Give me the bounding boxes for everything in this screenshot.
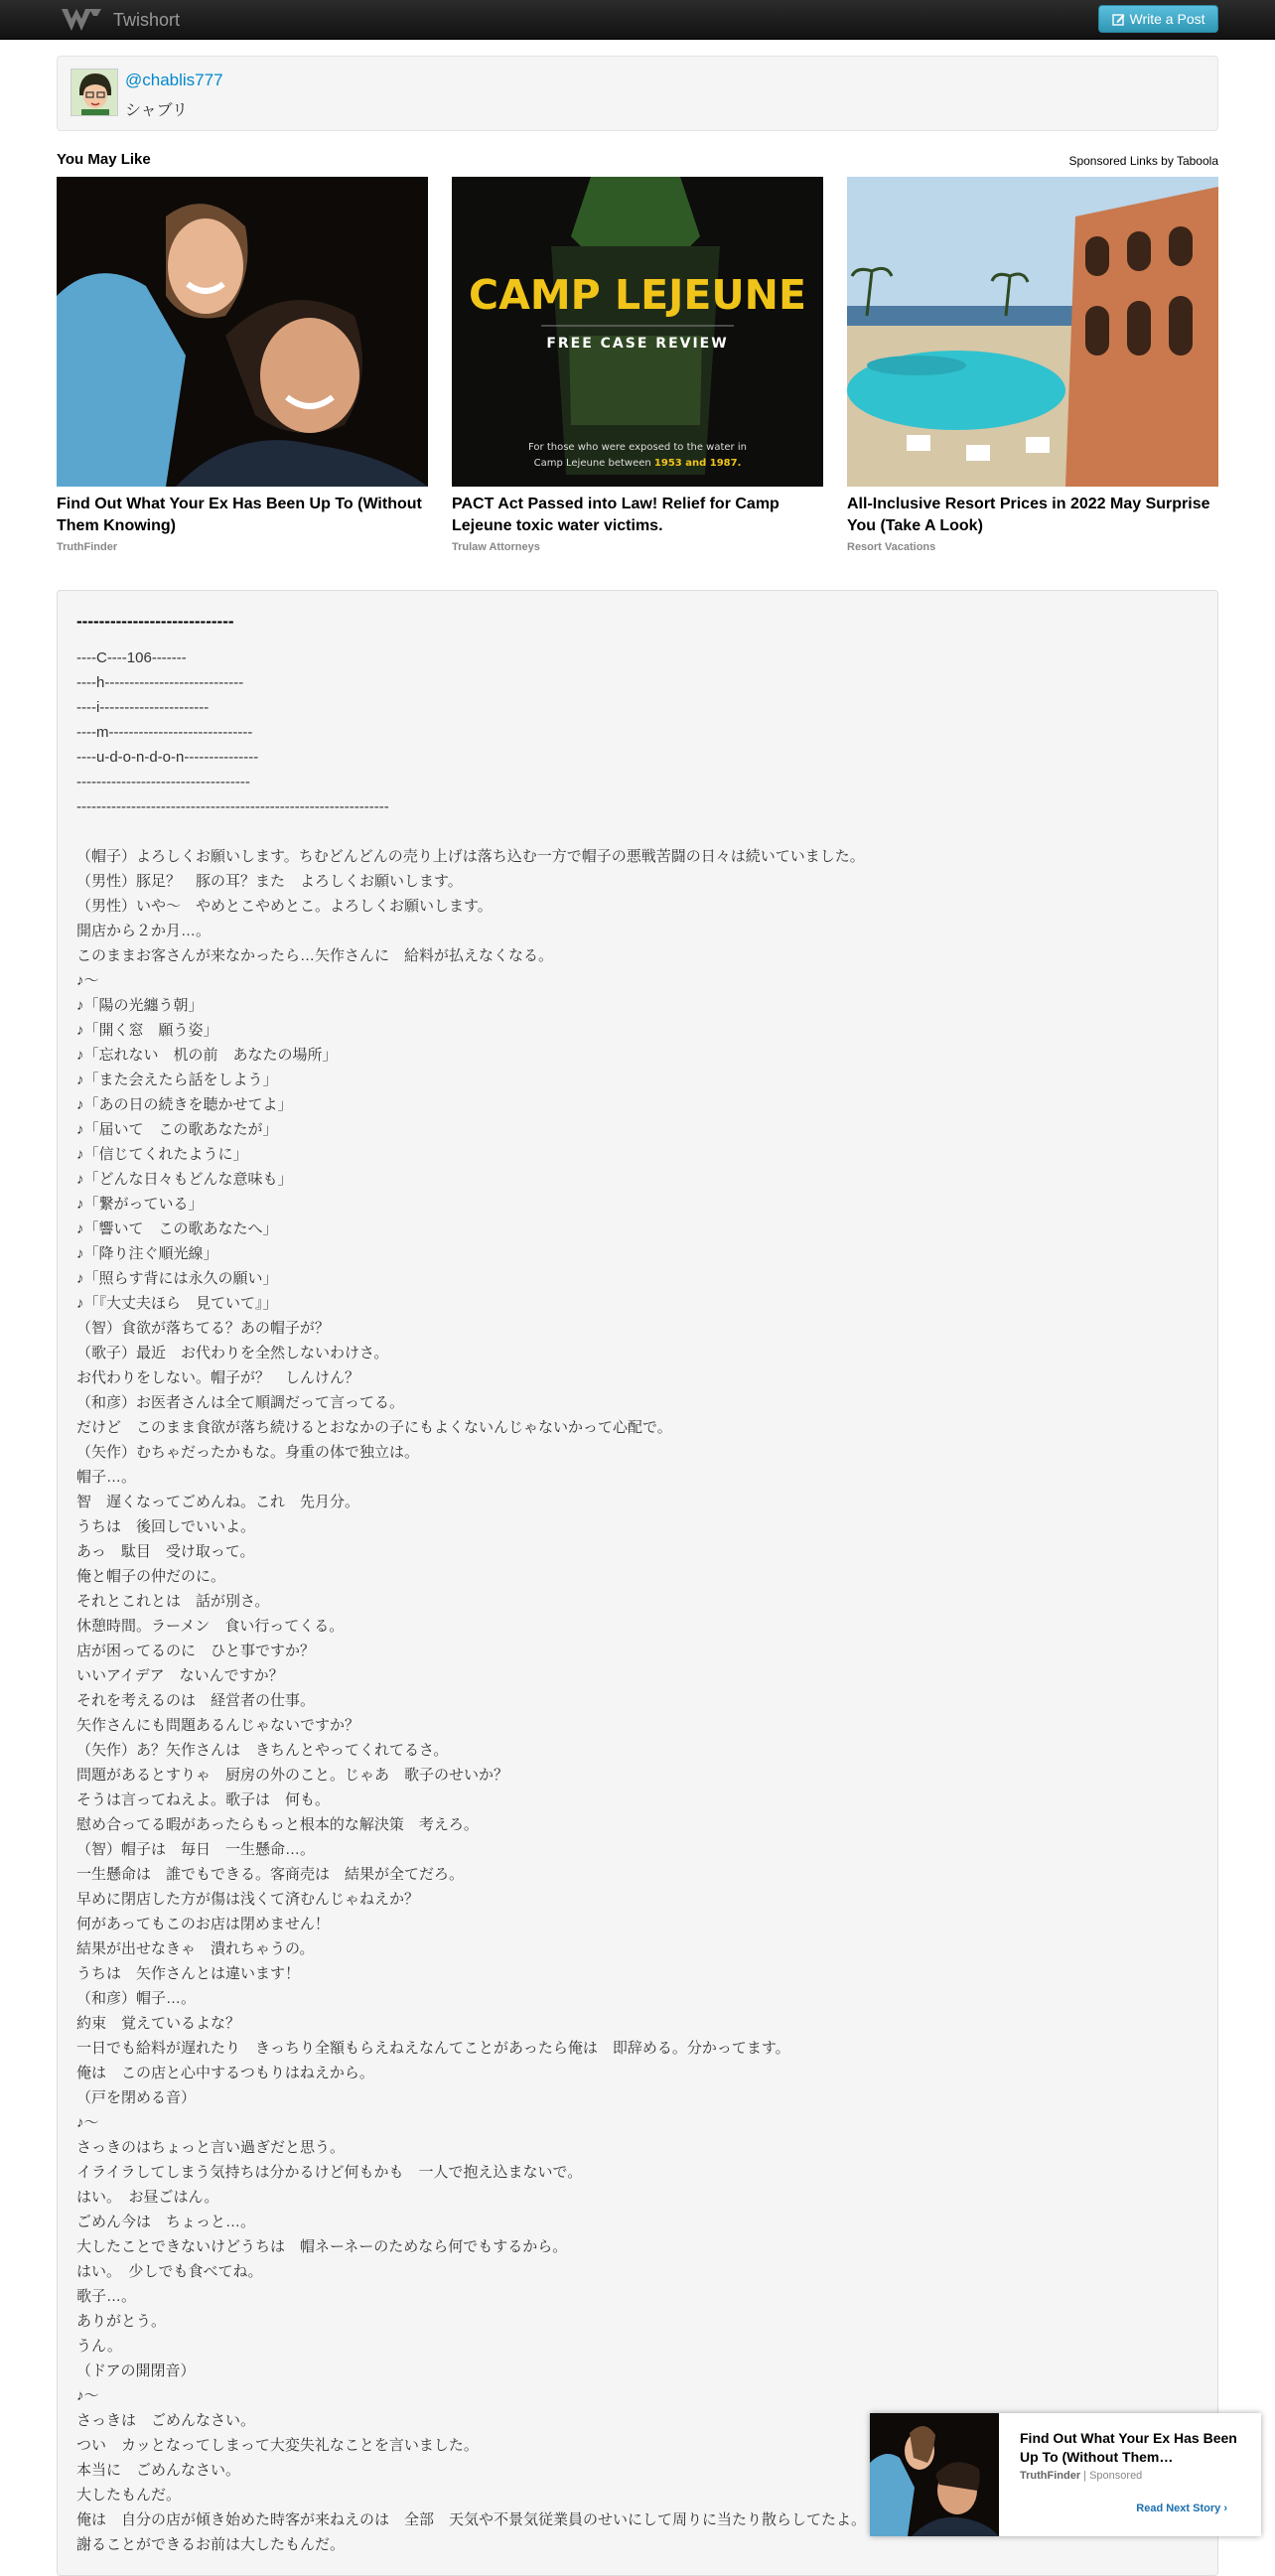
post-line: （戸を閉める音）	[76, 2089, 197, 2106]
post-line: 歌子…。	[76, 2288, 137, 2305]
post-line: ♪「照らす背には永久の願い」	[76, 1270, 278, 1287]
post-line: 店が困ってるのに ひと事ですか？	[76, 1643, 316, 1659]
post-line: （男性）豚足？ 豚の耳？また よろしくお願いします。	[76, 873, 463, 890]
ad-source: Resort Vacations	[847, 541, 936, 553]
ad-image-resort[interactable]	[847, 177, 1218, 487]
post-line: （歌子）最近 お代わりを全然しないわけさ。	[76, 1345, 389, 1361]
ad-title[interactable]: All-Inclusive Resort Prices in 2022 May Surprise You (Take A Look)	[847, 496, 1210, 534]
post-line: ----C----106-------	[76, 649, 187, 666]
ad-card[interactable]	[57, 177, 428, 553]
ad-title[interactable]: Find Out What Your Ex Has Been Up To (Without Them Knowing)	[57, 496, 422, 534]
post-line: ----u-d-o-n-d-o-n---------------	[76, 749, 259, 766]
post-line: ♪「信じてくれたように」	[76, 1146, 248, 1163]
post-line: 本当に ごめんなさい。	[76, 2462, 241, 2479]
post-line: 俺と帽子の仲だのに。	[76, 1568, 226, 1585]
post-line: 一日でも給料が遅れたり きっちり全額もらえねえなんてことがあったら俺は 即辞める。分かってます。	[76, 2040, 790, 2057]
post-line: ♪「忘れない 机の前 あなたの場所」	[76, 1047, 338, 1064]
post-line: 大したもんだ。	[76, 2487, 182, 2504]
ad-title[interactable]: PACT Act Passed into Law! Relief for Camp Lejeune toxic water victims.	[452, 496, 779, 534]
post-line: あっ 駄目 受け取って。	[76, 1543, 255, 1560]
post-line: 開店から２か月…。	[76, 923, 212, 939]
ad-image-couple[interactable]	[57, 177, 428, 487]
post-line: ♪～	[76, 972, 99, 989]
post-line: 俺は 自分の店が傾き始めた時客が来ねえのは 全部 天気や不景気従業員のせいにして周りに当たり散らしてたよ。	[76, 2511, 867, 2528]
username-link[interactable]: @chablis777	[125, 71, 223, 89]
brand-name: Twishort	[113, 9, 181, 30]
twishort-logo-icon	[60, 6, 103, 34]
post-line: ありがとう。	[76, 2313, 167, 2330]
read-next-story-link[interactable]: Read Next Story ›	[1136, 2503, 1227, 2514]
post-content	[57, 590, 1218, 2576]
ad-card[interactable]	[847, 177, 1218, 553]
chevron-right-icon: ›	[1223, 2503, 1227, 2514]
image-caption: For those who were exposed to the water in	[528, 442, 747, 453]
edit-icon	[1112, 13, 1125, 26]
post-heading: ----------------------------	[76, 612, 234, 631]
brand-link[interactable]	[60, 4, 180, 36]
post-line: ----i----------------------	[76, 699, 210, 716]
post-line: （矢作）むちゃだったかもな。身重の体で独立は。	[76, 1444, 420, 1461]
post-line: さっきは ごめんなさい。	[76, 2412, 256, 2429]
display-name: シャブリ	[125, 102, 189, 119]
floating-ad-sponsored: Sponsored	[1089, 2470, 1143, 2482]
post-line: はい。 お昼ごはん。	[76, 2189, 219, 2206]
post-line: （智）食欲が落ちてる？あの帽子が？	[76, 1320, 330, 1337]
ad-source: TruthFinder	[57, 541, 118, 553]
post-line: （ドアの開閉音）	[76, 2362, 196, 2379]
post-line: （帽子）よろしくお願いします。ちむどんどんの売り上げは落ち込む一方で帽子の悪戦苦闘の日々は続いていました。	[76, 848, 865, 865]
post-line: 帽子…。	[76, 1469, 137, 1486]
post-line: （矢作）あ？矢作さんは きちんとやってくれてるさ。	[76, 1742, 449, 1759]
post-line: 大したことできないけどうちは 帽ネーネーのためなら何でもするから。	[76, 2238, 568, 2255]
post-line: つい カッとなってしまって大変失礼なことを言いました。	[76, 2437, 479, 2454]
post-line: （和彦）お医者さんは全て順調だって言ってる。	[76, 1394, 405, 1411]
post-line: ♪「降り注ぐ順光線」	[76, 1245, 218, 1262]
post-line: このままお客さんが来なかったら…矢作さんに 給料が払えなくなる。	[76, 947, 554, 964]
avatar[interactable]	[71, 69, 118, 116]
post-line: ♪「陽の光纏う朝」	[76, 997, 204, 1014]
post-line: イライラしてしまう気持ちは分かるけど何もかも 一人で抱え込まないで。	[76, 2164, 583, 2181]
image-subheadline: FREE CASE REVIEW	[546, 336, 729, 352]
post-line: うちは 後回しでいいよ。	[76, 1518, 256, 1535]
post-line: 一生懸命は 誰でもできる。客商売は 結果が全てだろ。	[76, 1866, 465, 1883]
post-line: ----h----------------------------	[76, 674, 244, 691]
post-line: ♪「繋がっている」	[76, 1196, 204, 1213]
post-line	[76, 819, 1199, 844]
post-line: それとこれとは 話が別さ。	[76, 1593, 270, 1610]
image-headline: CAMP LEJEUNE	[469, 271, 806, 319]
post-line: ごめん今は ちょっと…。	[76, 2214, 256, 2230]
post-line: お代わりをしない。帽子が？ しんけん？	[76, 1369, 360, 1386]
user-card	[57, 56, 1218, 131]
post-line: それを考えるのは 経営者の仕事。	[76, 1692, 316, 1709]
post-line: ♪「どんな日々もどんな意味も」	[76, 1171, 293, 1188]
ad-card[interactable]	[452, 177, 823, 553]
post-line: ♪「あの日の続きを聴かせてよ」	[76, 1096, 293, 1113]
post-line: はい。 少しでも食べてね。	[76, 2263, 263, 2280]
post-line: だけど このまま食欲が落ち続けるとおなかの子にもよくないんじゃないかって心配で。	[76, 1419, 672, 1436]
floating-ad-source: TruthFinder	[1020, 2470, 1081, 2482]
floating-ad-image[interactable]	[870, 2413, 999, 2536]
post-line: ♪「また会えたら話をしよう」	[76, 1072, 278, 1088]
sponsored-links-label[interactable]: Sponsored Links by Taboola	[1068, 154, 1218, 168]
post-line: 何があってもこのお店は閉めません！	[76, 1916, 330, 1932]
post-line: いいアイデア ないんですか？	[76, 1667, 284, 1684]
post-line: さっきのはちょっと言い過ぎだと思う。	[76, 2139, 346, 2156]
write-post-label: Write a Post	[1129, 11, 1205, 27]
post-line: （和彦）帽子…。	[76, 1990, 197, 2007]
post-line: （智）帽子は 毎日 一生懸命…。	[76, 1841, 316, 1858]
post-line: うちは 矢作さんとは違います！	[76, 1965, 301, 1982]
post-line: 慰め合ってる暇があったらもっと根本的な解決策 考えろ。	[76, 1816, 479, 1833]
post-line: ♪～	[76, 2114, 99, 2131]
floating-ad-meta: TruthFinder | Sponsored	[1020, 2470, 1143, 2482]
post-line: ♪「響いて この歌あなたへ」	[76, 1220, 278, 1237]
post-line: ----m-----------------------------	[76, 724, 253, 741]
post-line: 早めに閉店した方が傷は浅くて済むんじゃねえか？	[76, 1891, 420, 1908]
post-line: 智 遅くなってごめんね。これ 先月分。	[76, 1494, 360, 1510]
post-line: 俺は この店と心中するつもりはねえから。	[76, 2065, 374, 2081]
post-body	[76, 645, 1199, 2557]
post-line: 約束 覚えているよな？	[76, 2015, 241, 2032]
you-may-like-heading: You May Like	[57, 151, 151, 168]
post-line: ♪「開く窓 願う姿」	[76, 1022, 218, 1039]
ad-source: Trulaw Attorneys	[452, 541, 540, 553]
navbar	[0, 0, 1275, 40]
post-line: 問題があるとすりゃ 厨房の外のこと。じゃあ 歌子のせいか？	[76, 1767, 509, 1784]
post-line: 矢作さんにも問題あるんじゃないですか？	[76, 1717, 360, 1734]
post-line: ♪「『大丈夫ほら 見ていて』」	[76, 1295, 278, 1312]
floating-ad-title[interactable]: Find Out What Your Ex Has Been Up To (Without Them…	[1020, 2430, 1237, 2465]
ad-image-camp-lejeune[interactable]	[452, 177, 823, 487]
floating-ad[interactable]	[870, 2413, 1261, 2536]
post-line: 謝ることができるお前は大したもんだ。	[76, 2536, 346, 2553]
post-line: ♪～	[76, 2387, 99, 2404]
post-line: 結果が出せなきゃ 潰れちゃうの。	[76, 1940, 315, 1957]
post-line: うん。	[76, 2338, 122, 2355]
post-line: -----------------------------------	[76, 774, 250, 790]
post-line: ♪「届いて この歌あなたが」	[76, 1121, 278, 1138]
post-line: （男性）いや～ やめとこやめとこ。よろしくお願いします。	[76, 898, 493, 915]
image-caption: Camp Lejeune between 1953 and 1987.	[533, 458, 742, 469]
post-line: そうは言ってねえよ。歌子は 何も。	[76, 1791, 331, 1808]
post-line: 休憩時間。ラーメン 食い行ってくる。	[76, 1618, 345, 1635]
write-post-button[interactable]	[1098, 5, 1218, 33]
post-line: ---------------------------------------------------------------	[76, 798, 389, 815]
